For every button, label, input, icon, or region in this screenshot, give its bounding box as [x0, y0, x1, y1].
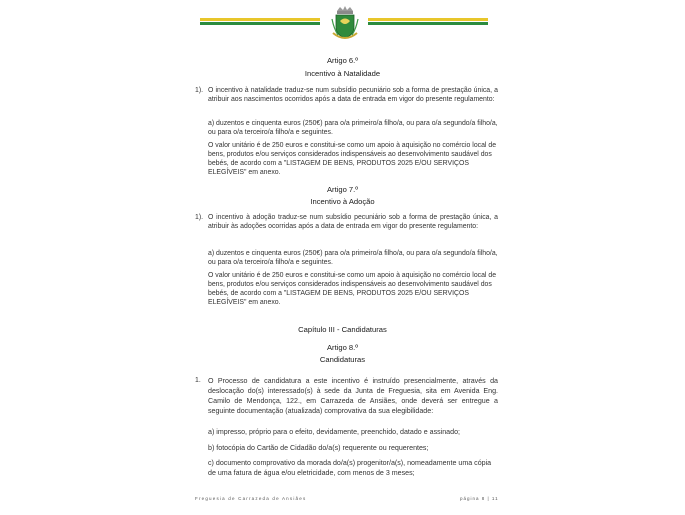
art8-p1: O Processo de candidatura a este incentivo é instruído presencialmente, através da deslocação do(s) interessado(s) à sede da Junta de Freguesia, sita em Avenida Eng. Camilo de Mendonça, 122., em Carrazeda de Ansiães, onde deverá ser entregue a seguinte documentação (atualizada) comprovativa da sua elegibilidade:: [208, 377, 498, 415]
art6-item-a: a) duzentos e cinquenta euros (250€) para o/a primeiro/a filho/a, ou para o/a segundo/a filho/a, ou para o/a terceiro/a filho/a e seguintes.: [208, 120, 498, 136]
coat-of-arms-icon: [330, 5, 360, 43]
art6-value-note: O valor unitário é de 250 euros e constitui-se como um apoio à aquisição no comércio local de bens, produtos e/ou serviços considerados indispensáveis ao desenvolvimento saudável dos bebés, de acordo com a "LISTAGEM DE BENS, PRODUTOS 2025 E/OU SERVIÇOS ELEGÍVEIS" em anexo.: [208, 142, 497, 176]
art6-p1: O incentivo à natalidade traduz-se num subsídio pecuniário sob a forma de prestação única, a atribuir aos nascimentos ocorridos após a data de entrada em vigor do presente regulamento:: [208, 87, 498, 103]
art7-value-note: O valor unitário é de 250 euros e constitui-se como um apoio à aquisição no comércio local de bens, produtos e/ou serviços considerados indispensáveis ao desenvolvimento saudável dos bebés, de acordo com a "LISTAGEM DE BENS, PRODUTOS 2025 E/OU SERVIÇOS ELEGÍVEIS" em anexo.: [208, 272, 497, 306]
header-stripe-right: [368, 18, 488, 21]
art7-p1-number: 1).: [195, 214, 204, 221]
art8-p1-number: 1.: [195, 377, 201, 384]
chapter-title: Capítulo III - Candidaturas: [298, 325, 387, 334]
art7-p1: O incentivo à adoção traduz-se num subsídio pecuniário sob a forma de prestação única, a atribuir às adoções ocorridas após a data de entrada em vigor do presente regulamento:: [208, 214, 498, 230]
art8-item-a: a) impresso, próprio para o efeito, devidamente, preenchido, datado e assinado;: [208, 428, 460, 436]
art7-item-a: a) duzentos e cinquenta euros (250€) para o/a primeiro/a filho/a, ou para o/a segundo/a filho/a, ou para o/a terceiro/a filho/a e seguintes.: [208, 250, 498, 266]
art8-title: Artigo 8.º: [326, 343, 359, 352]
art6-title: Artigo 6.º: [326, 56, 359, 65]
art8-item-c: c) documento comprovativo da morada do/a(s) progenitor/a(s), nomeadamente uma cópia de uma fatura de água e/ou eletricidade, com menos de 3 meses;: [208, 459, 492, 477]
art6-p1-number: 1).: [195, 87, 204, 94]
art8-subtitle: Candidaturas: [319, 355, 366, 364]
art8-item-b: b) fotocópia do Cartão de Cidadão do/a(s) requerente ou requerentes;: [208, 444, 429, 452]
art7-title: Artigo 7.º: [326, 185, 359, 194]
header-stripe-left: [200, 18, 320, 21]
footer-organization: Freguesia de Carrazeda de Ansiães: [195, 496, 307, 501]
art7-subtitle: Incentivo à Adoção: [310, 197, 375, 206]
footer-page-number: página 8 | 11: [460, 496, 499, 501]
art6-subtitle: Incentivo à Natalidade: [304, 69, 381, 78]
